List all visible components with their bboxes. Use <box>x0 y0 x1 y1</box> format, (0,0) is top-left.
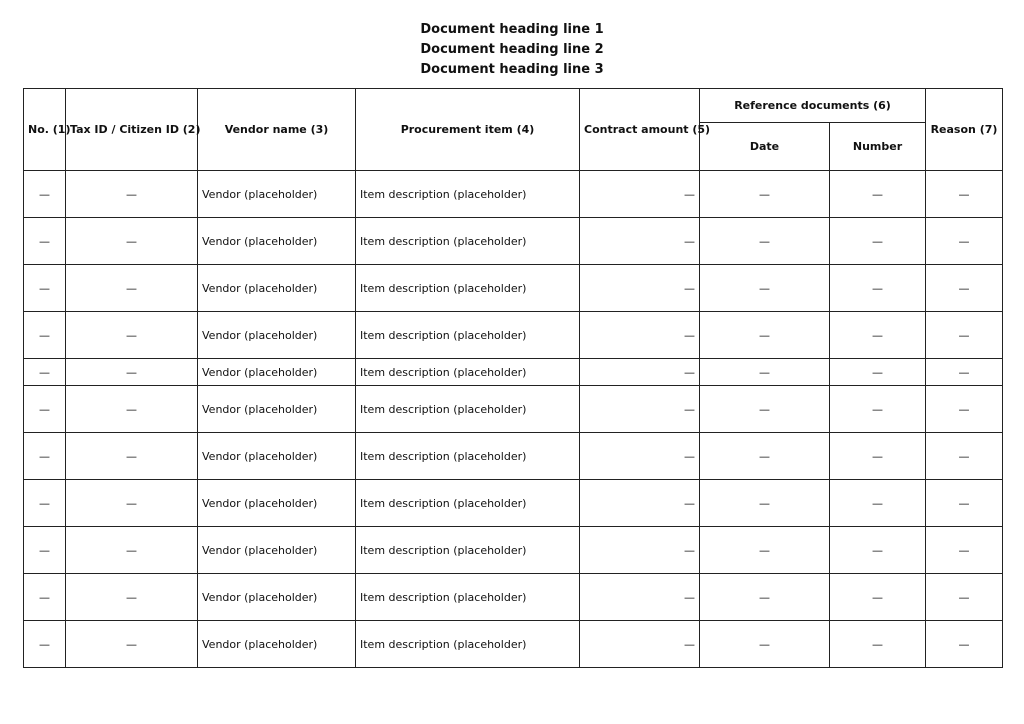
cell-tax-id: — <box>66 171 198 218</box>
cell-seq: — <box>24 359 66 386</box>
cell-date: — <box>700 621 830 668</box>
cell-number: — <box>830 621 926 668</box>
table-row <box>24 574 1003 621</box>
cell-seq: — <box>24 312 66 359</box>
header-number: Number <box>830 123 926 171</box>
header-vendor: Vendor name (3) <box>198 89 356 171</box>
cell-number: — <box>830 265 926 312</box>
table-row <box>24 433 1003 480</box>
cell-vendor: Vendor (placeholder) <box>198 218 356 265</box>
cell-item: Item description (placeholder) <box>356 527 580 574</box>
header-reason: Reason (7) <box>926 89 1003 171</box>
cell-tax-id: — <box>66 433 198 480</box>
cell-item: Item description (placeholder) <box>356 171 580 218</box>
cell-amount: — <box>580 218 700 265</box>
document-organization: Document heading line 3 <box>420 62 604 77</box>
cell-number: — <box>830 527 926 574</box>
cell-tax-id: — <box>66 265 198 312</box>
cell-amount: — <box>580 359 700 386</box>
cell-item: Item description (placeholder) <box>356 386 580 433</box>
header-tax-id: Tax ID / Citizen ID (2) <box>66 89 198 171</box>
cell-seq: — <box>24 386 66 433</box>
cell-date: — <box>700 312 830 359</box>
cell-date: — <box>700 218 830 265</box>
cell-item: Item description (placeholder) <box>356 265 580 312</box>
table-row <box>24 621 1003 668</box>
cell-reason: — <box>926 433 1003 480</box>
cell-vendor: Vendor (placeholder) <box>198 527 356 574</box>
cell-seq: — <box>24 480 66 527</box>
cell-tax-id: — <box>66 312 198 359</box>
cell-reason: — <box>926 265 1003 312</box>
cell-vendor: Vendor (placeholder) <box>198 265 356 312</box>
document-title: Document heading line 1 <box>420 22 604 37</box>
cell-tax-id: — <box>66 386 198 433</box>
cell-reason: — <box>926 218 1003 265</box>
cell-tax-id: — <box>66 621 198 668</box>
cell-amount: — <box>580 386 700 433</box>
cell-item: Item description (placeholder) <box>356 574 580 621</box>
cell-reason: — <box>926 574 1003 621</box>
cell-amount: — <box>580 171 700 218</box>
cell-reason: — <box>926 480 1003 527</box>
cell-date: — <box>700 386 830 433</box>
table-header <box>24 89 1003 171</box>
table-row <box>24 265 1003 312</box>
cell-vendor: Vendor (placeholder) <box>198 386 356 433</box>
cell-seq: — <box>24 171 66 218</box>
cell-amount: — <box>580 265 700 312</box>
cell-vendor: Vendor (placeholder) <box>198 171 356 218</box>
cell-number: — <box>830 480 926 527</box>
procurement-table <box>23 88 1003 668</box>
header-amount: Contract amount (5) <box>580 89 700 171</box>
cell-seq: — <box>24 527 66 574</box>
cell-reason: — <box>926 386 1003 433</box>
cell-vendor: Vendor (placeholder) <box>198 433 356 480</box>
cell-seq: — <box>24 218 66 265</box>
cell-reason: — <box>926 171 1003 218</box>
cell-vendor: Vendor (placeholder) <box>198 312 356 359</box>
cell-vendor: Vendor (placeholder) <box>198 621 356 668</box>
cell-date: — <box>700 480 830 527</box>
cell-item: Item description (placeholder) <box>356 433 580 480</box>
cell-tax-id: — <box>66 480 198 527</box>
cell-amount: — <box>580 433 700 480</box>
cell-seq: — <box>24 574 66 621</box>
cell-amount: — <box>580 574 700 621</box>
table-row <box>24 386 1003 433</box>
cell-reason: — <box>926 359 1003 386</box>
cell-number: — <box>830 218 926 265</box>
cell-reason: — <box>926 621 1003 668</box>
document-subtitle: Document heading line 2 <box>420 42 604 57</box>
cell-date: — <box>700 574 830 621</box>
cell-item: Item description (placeholder) <box>356 621 580 668</box>
cell-seq: — <box>24 265 66 312</box>
cell-number: — <box>830 359 926 386</box>
table-row <box>24 527 1003 574</box>
cell-seq: — <box>24 433 66 480</box>
cell-number: — <box>830 171 926 218</box>
cell-amount: — <box>580 312 700 359</box>
cell-date: — <box>700 433 830 480</box>
table-row <box>24 480 1003 527</box>
table-body <box>24 171 1003 668</box>
header-reference-documents: Reference documents (6) <box>700 89 926 123</box>
header-seq: No. (1) <box>24 89 66 171</box>
cell-vendor: Vendor (placeholder) <box>198 574 356 621</box>
cell-item: Item description (placeholder) <box>356 218 580 265</box>
table-row <box>24 218 1003 265</box>
cell-tax-id: — <box>66 218 198 265</box>
cell-reason: — <box>926 312 1003 359</box>
cell-reason: — <box>926 527 1003 574</box>
cell-number: — <box>830 433 926 480</box>
cell-number: — <box>830 312 926 359</box>
cell-tax-id: — <box>66 527 198 574</box>
header-date: Date <box>700 123 830 171</box>
cell-number: — <box>830 386 926 433</box>
cell-vendor: Vendor (placeholder) <box>198 359 356 386</box>
cell-item: Item description (placeholder) <box>356 312 580 359</box>
cell-tax-id: — <box>66 359 198 386</box>
cell-seq: — <box>24 621 66 668</box>
cell-amount: — <box>580 480 700 527</box>
cell-amount: — <box>580 621 700 668</box>
cell-item: Item description (placeholder) <box>356 359 580 386</box>
cell-number: — <box>830 574 926 621</box>
table-row <box>24 312 1003 359</box>
cell-item: Item description (placeholder) <box>356 480 580 527</box>
cell-tax-id: — <box>66 574 198 621</box>
header-item: Procurement item (4) <box>356 89 580 171</box>
cell-date: — <box>700 527 830 574</box>
cell-amount: — <box>580 527 700 574</box>
cell-date: — <box>700 265 830 312</box>
cell-date: — <box>700 171 830 218</box>
cell-vendor: Vendor (placeholder) <box>198 480 356 527</box>
table-row <box>24 171 1003 218</box>
table-row <box>24 359 1003 386</box>
cell-date: — <box>700 359 830 386</box>
